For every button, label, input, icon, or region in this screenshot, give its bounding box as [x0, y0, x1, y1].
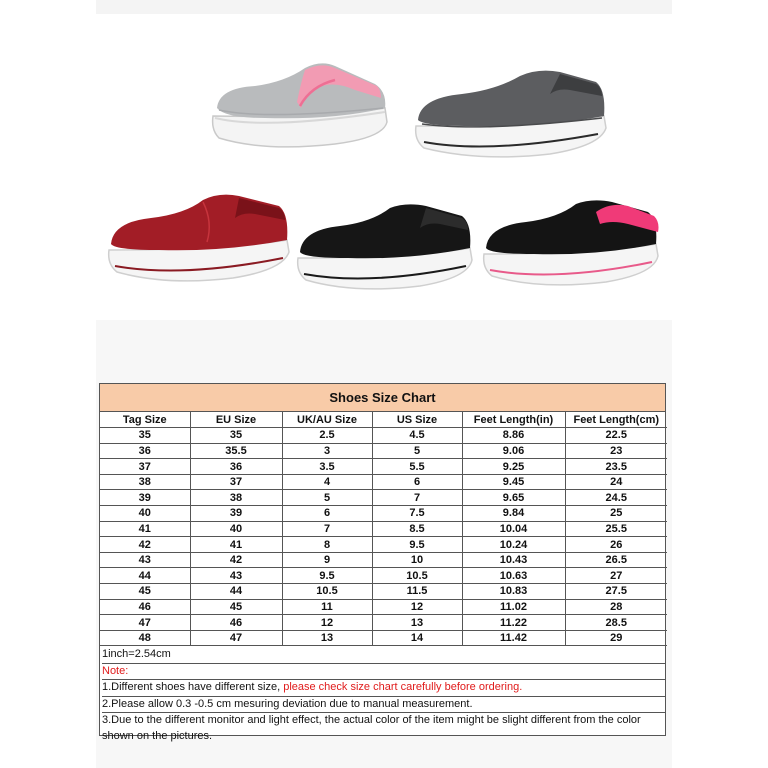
table-cell: 9.84 [462, 506, 565, 522]
table-cell: 37 [190, 474, 282, 490]
table-cell: 10 [372, 552, 462, 568]
table-cell: 9.06 [462, 443, 565, 459]
table-row [100, 474, 667, 490]
note-1 [102, 680, 665, 697]
table-cell: 27.5 [565, 584, 667, 600]
table-cell: 40 [190, 521, 282, 537]
table-cell: 2.5 [282, 428, 372, 444]
shoe-light-gray [205, 58, 395, 156]
table-row [100, 630, 667, 646]
table-cell: 35 [100, 428, 190, 444]
table-cell: 48 [100, 630, 190, 646]
table-cell: 47 [100, 615, 190, 631]
table-row [100, 568, 667, 584]
table-cell: 10.63 [462, 568, 565, 584]
table-cell: 12 [282, 615, 372, 631]
table-cell: 24.5 [565, 490, 667, 506]
table-cell: 6 [372, 474, 462, 490]
table-cell: 8.5 [372, 521, 462, 537]
table-cell: 8.86 [462, 428, 565, 444]
table-cell: 46 [190, 615, 282, 631]
table-cell: 44 [190, 584, 282, 600]
table-cell: 9.65 [462, 490, 565, 506]
table-row [100, 615, 667, 631]
table-cell: 10.83 [462, 584, 565, 600]
shoe-black [292, 202, 477, 298]
table-cell: 4 [282, 474, 372, 490]
table-row [100, 443, 667, 459]
table-row [100, 428, 667, 444]
table-cell: 10.24 [462, 537, 565, 553]
table-cell: 6 [282, 506, 372, 522]
table-cell: 45 [190, 599, 282, 615]
table-cell: 9.5 [282, 568, 372, 584]
table-cell: 38 [100, 474, 190, 490]
conversion-note: 1inch=2.54cm [102, 647, 665, 664]
table-cell: 39 [190, 506, 282, 522]
notes [100, 646, 665, 744]
note-1-text: 1.Different shoes have different size, [102, 681, 284, 694]
note-1-warning: please check size chart carefully before ordering. [283, 681, 523, 694]
table-cell: 44 [100, 568, 190, 584]
table-cell: 22.5 [565, 428, 667, 444]
table-cell: 13 [372, 615, 462, 631]
column-header: UK/AU Size [282, 412, 372, 428]
shoe-wine-red [103, 192, 293, 290]
table-header-row [100, 412, 667, 428]
table-cell: 36 [100, 443, 190, 459]
table-cell: 46 [100, 599, 190, 615]
table-row [100, 490, 667, 506]
table-cell: 11.5 [372, 584, 462, 600]
table-cell: 10.04 [462, 521, 565, 537]
table-cell: 27 [565, 568, 667, 584]
table-cell: 47 [190, 630, 282, 646]
note-label: Note: [102, 664, 665, 681]
table-cell: 28 [565, 599, 667, 615]
table-cell: 25 [565, 506, 667, 522]
size-chart [99, 383, 666, 742]
table-cell: 26 [565, 537, 667, 553]
table-cell: 7 [372, 490, 462, 506]
table-row [100, 552, 667, 568]
table-cell: 43 [100, 552, 190, 568]
table-cell: 10.5 [282, 584, 372, 600]
table-cell: 25.5 [565, 521, 667, 537]
table-cell: 45 [100, 584, 190, 600]
column-header: Feet Length(in) [462, 412, 565, 428]
table-cell: 28.5 [565, 615, 667, 631]
table-cell: 13 [282, 630, 372, 646]
note-3: 3.Due to the different monitor and light effect, the actual color of the item might be slight different from the color shown on the pictures. [102, 714, 641, 742]
table-cell: 12 [372, 599, 462, 615]
table-cell: 42 [190, 552, 282, 568]
table-cell: 3 [282, 443, 372, 459]
column-header: Feet Length(cm) [565, 412, 667, 428]
table-cell: 24 [565, 474, 667, 490]
table-cell: 11.42 [462, 630, 565, 646]
table-row [100, 537, 667, 553]
table-cell: 29 [565, 630, 667, 646]
table-cell: 43 [190, 568, 282, 584]
table-row [100, 521, 667, 537]
shoe-black-pink [478, 198, 663, 294]
table-cell: 9 [282, 552, 372, 568]
table-cell: 14 [372, 630, 462, 646]
table-cell: 11.22 [462, 615, 565, 631]
table-cell: 7.5 [372, 506, 462, 522]
table-cell: 5 [282, 490, 372, 506]
table-row [100, 506, 667, 522]
table-cell: 9.45 [462, 474, 565, 490]
table-cell: 10.5 [372, 568, 462, 584]
table-row [100, 599, 667, 615]
column-header: US Size [372, 412, 462, 428]
column-header: Tag Size [100, 412, 190, 428]
table-cell: 37 [100, 459, 190, 475]
table-row [100, 584, 667, 600]
table-cell: 41 [100, 521, 190, 537]
table-cell: 42 [100, 537, 190, 553]
column-header: EU Size [190, 412, 282, 428]
table-cell: 36 [190, 459, 282, 475]
shoe-dark-gray [410, 64, 610, 164]
table-cell: 39 [100, 490, 190, 506]
table-cell: 40 [100, 506, 190, 522]
table-cell: 10.43 [462, 552, 565, 568]
table-cell: 5 [372, 443, 462, 459]
table-cell: 41 [190, 537, 282, 553]
note-2: 2.Please allow 0.3 -0.5 cm mesuring deviation due to manual measurement. [102, 697, 665, 714]
table-cell: 11.02 [462, 599, 565, 615]
table-cell: 9.5 [372, 537, 462, 553]
divider [96, 308, 672, 320]
table-cell: 4.5 [372, 428, 462, 444]
chart-title: Shoes Size Chart [100, 384, 665, 412]
table-cell: 26.5 [565, 552, 667, 568]
size-table [100, 412, 667, 646]
table-cell: 9.25 [462, 459, 565, 475]
table-cell: 8 [282, 537, 372, 553]
table-cell: 23.5 [565, 459, 667, 475]
top-strip [96, 0, 672, 14]
table-cell: 23 [565, 443, 667, 459]
table-row [100, 459, 667, 475]
table-cell: 38 [190, 490, 282, 506]
table-cell: 7 [282, 521, 372, 537]
table-cell: 11 [282, 599, 372, 615]
table-cell: 35.5 [190, 443, 282, 459]
table-cell: 3.5 [282, 459, 372, 475]
table-cell: 35 [190, 428, 282, 444]
table-cell: 5.5 [372, 459, 462, 475]
